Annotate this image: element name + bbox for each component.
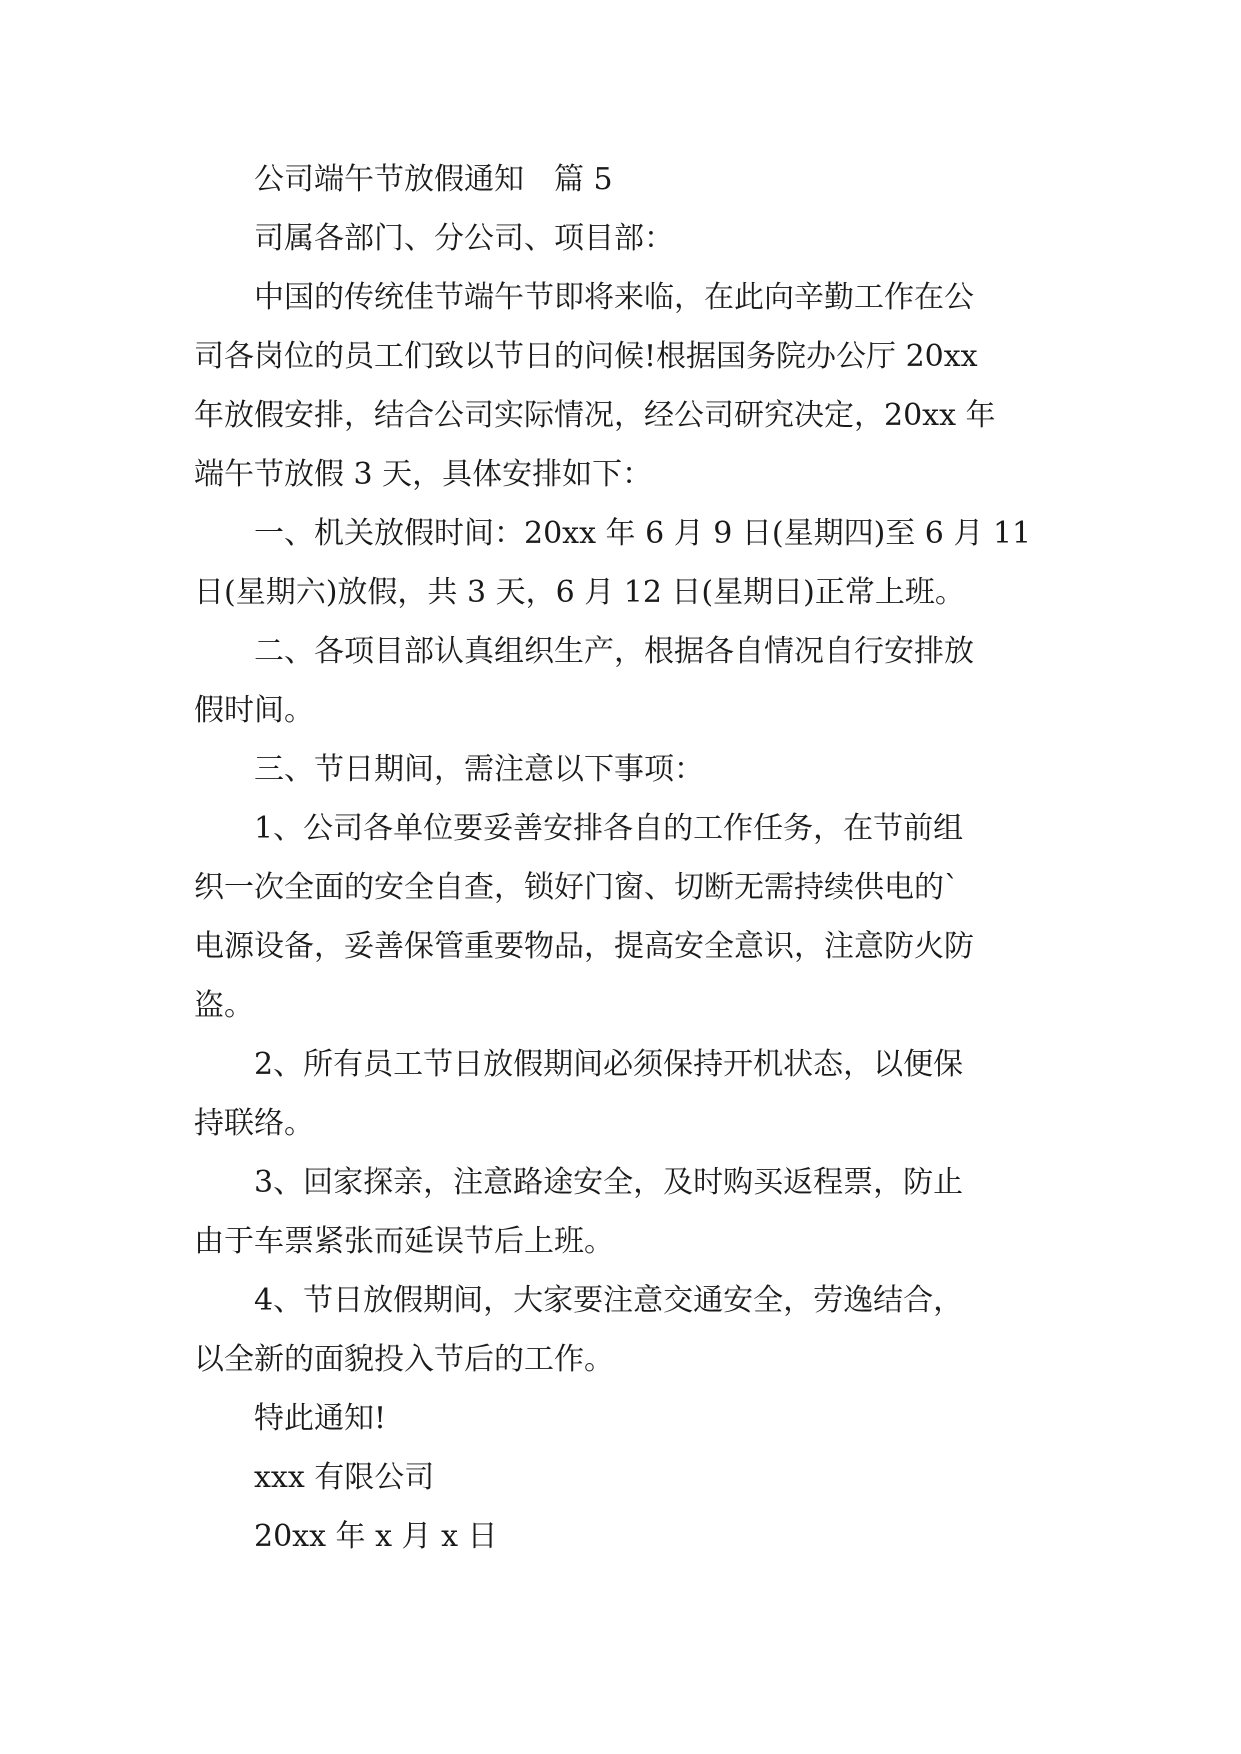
paragraph-line: 盗。	[194, 988, 254, 1023]
paragraph-item-2	[194, 622, 1054, 740]
paragraph-line: 4、节日放假期间，大家要注意交通安全，劳逸结合，	[254, 1283, 964, 1318]
paragraph-line: 3、回家探亲，注意路途安全，及时购买返程票，防止	[254, 1165, 964, 1200]
paragraph-line: 由于车票紧张而延误节后上班。	[194, 1224, 614, 1259]
paragraph-line: 中国的传统佳节端午节即将来临，在此向辛勤工作在公	[254, 280, 974, 315]
paragraph-subitem-1	[194, 799, 1054, 1035]
paragraph-line: 一、机关放假时间：20xx 年 6 月 9 日(星期四)至 6 月 11	[254, 516, 1032, 551]
paragraph-subitem-3	[194, 1153, 1054, 1271]
paragraph-item-1	[194, 504, 1054, 622]
paragraph-line: 2、所有员工节日放假期间必须保持开机状态，以便保	[254, 1047, 964, 1082]
document-title: 公司端午节放假通知 篇 5	[254, 162, 613, 197]
paragraph-line: 织一次全面的安全自查，锁好门窗、切断无需持续供电的`	[194, 870, 959, 905]
paragraph-item-3	[194, 740, 1054, 799]
paragraph-subitem-2	[194, 1035, 1054, 1153]
paragraph-line: 电源设备，妥善保管重要物品，提高安全意识，注意防火防	[194, 929, 974, 964]
document-page	[194, 150, 1054, 1566]
paragraph-line: 三、节日期间，需注意以下事项：	[254, 752, 704, 787]
closing-line: 特此通知!	[254, 1401, 387, 1436]
paragraph-line: 司各岗位的员工们致以节日的问候!根据国务院办公厅 20xx	[194, 339, 978, 374]
paragraph-line: 端午节放假 3 天，具体安排如下：	[194, 457, 653, 492]
salutation: 司属各部门、分公司、项目部：	[254, 221, 674, 256]
paragraph-line: 以全新的面貌投入节后的工作。	[194, 1342, 614, 1377]
paragraph-subitem-4	[194, 1271, 1054, 1389]
company-signature: xxx 有限公司	[254, 1460, 435, 1495]
paragraph-intro	[194, 268, 1054, 504]
paragraph-line: 持联络。	[194, 1106, 314, 1141]
paragraph-line: 假时间。	[194, 693, 314, 728]
paragraph-line: 1、公司各单位要妥善安排各自的工作任务，在节前组	[254, 811, 964, 846]
document-date: 20xx 年 x 月 x 日	[254, 1519, 498, 1554]
paragraph-line: 年放假安排，结合公司实际情况，经公司研究决定，20xx 年	[194, 398, 996, 433]
paragraph-line: 日(星期六)放假，共 3 天，6 月 12 日(星期日)正常上班。	[194, 575, 965, 610]
paragraph-line: 二、各项目部认真组织生产，根据各自情况自行安排放	[254, 634, 974, 669]
